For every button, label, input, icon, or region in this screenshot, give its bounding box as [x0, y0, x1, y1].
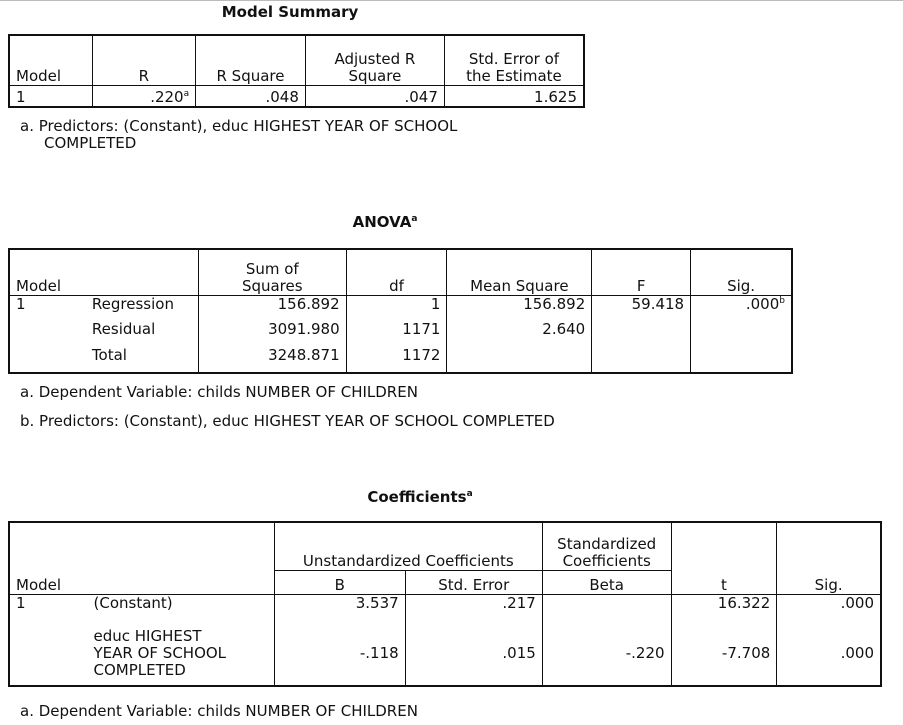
ms-cell-std-error: 1.625	[444, 85, 584, 107]
anova-header-sig: Sig.	[691, 249, 792, 295]
anova-row-label: Total	[86, 347, 198, 373]
coef-header-unstandardized: Unstandardized Coefficients	[274, 522, 542, 570]
coef-cell-model: 1	[9, 594, 88, 622]
coef-cell-std-error: .015	[405, 622, 542, 686]
coefficients-footnote: a. Dependent Variable: childs NUMBER OF CHILDREN	[20, 702, 418, 720]
anova-cell-model: 1	[9, 295, 86, 321]
coef-cell-sig: .000	[777, 622, 881, 686]
ms-cell-model: 1	[9, 85, 92, 107]
anova-footnote-a: a. Dependent Variable: childs NUMBER OF CHILDREN	[20, 383, 418, 401]
coef-header-beta: Beta	[542, 570, 671, 594]
anova-header-blank	[86, 249, 198, 295]
anova-footnote-b: b. Predictors: (Constant), educ HIGHEST YEAR OF SCHOOL COMPLETED	[20, 412, 555, 430]
coef-cell-std-error: .217	[405, 594, 542, 622]
anova-cell-f: 59.418	[592, 295, 691, 321]
ms-header-model: Model	[9, 35, 92, 85]
anova-cell-blank	[592, 347, 691, 373]
ms-cell-r-square: .048	[196, 85, 306, 107]
ms-footnote: a. Predictors: (Constant), educ HIGHEST YEAR OF SCHOOL COMPLETED	[20, 117, 458, 152]
coef-cell-t: 16.322	[671, 594, 777, 622]
anova-header-ss: Sum of Squares	[198, 249, 346, 295]
coef-cell-b: 3.537	[274, 594, 405, 622]
anova-cell-ss: 156.892	[198, 295, 346, 321]
coef-header-model: Model	[9, 570, 88, 594]
coef-cell-beta: -.220	[542, 622, 671, 686]
anova-cell-blank	[691, 321, 792, 347]
anova-cell-blank	[592, 321, 691, 347]
coef-cell-t: -7.708	[671, 622, 777, 686]
coef-header-b: B	[274, 570, 405, 594]
anova-cell-blank	[691, 347, 792, 373]
anova-cell-df: 1171	[346, 321, 447, 347]
coef-header-t: t	[671, 570, 777, 594]
coefficients-table	[8, 521, 882, 687]
anova-title: ANOVA$^a$	[352, 213, 418, 231]
anova-cell-ms: 2.640	[447, 321, 592, 347]
coef-row-label: educ HIGHEST YEAR OF SCHOOL COMPLETED	[88, 622, 275, 686]
coef-header-blank	[777, 522, 881, 570]
coef-header-blank	[88, 522, 275, 570]
anova-header-df: df	[346, 249, 447, 295]
anova-header-f: F	[592, 249, 691, 295]
ms-header-adj-r-square: Adjusted R Square	[305, 35, 444, 85]
coef-header-blank	[671, 522, 777, 570]
anova-row-label: Residual	[86, 321, 198, 347]
coefficients-title: Coefficients$^a$	[367, 488, 473, 506]
coef-cell-b: -.118	[274, 622, 405, 686]
ms-cell-adj-r-square: .047	[305, 85, 444, 107]
ms-header-r: R	[92, 35, 196, 85]
coef-cell-beta	[542, 594, 671, 622]
ms-header-r-square: R Square	[196, 35, 306, 85]
coef-header-std-error: Std. Error	[405, 570, 542, 594]
model-summary-title: Model Summary	[221, 3, 359, 21]
coef-header-blank	[88, 570, 275, 594]
anova-cell-ss: 3248.871	[198, 347, 346, 373]
anova-cell-ss: 3091.980	[198, 321, 346, 347]
coef-header-blank	[9, 522, 88, 570]
coef-header-sig: Sig.	[777, 570, 881, 594]
anova-cell-ms: 156.892	[447, 295, 592, 321]
coef-cell-sig: .000	[777, 594, 881, 622]
anova-cell-blank	[9, 321, 86, 347]
coef-cell-blank	[9, 622, 88, 686]
anova-cell-sig: .000$^b$	[691, 295, 792, 321]
anova-cell-df: 1	[346, 295, 447, 321]
ms-cell-r: .220$^a$	[92, 85, 196, 107]
anova-cell-blank	[9, 347, 86, 373]
anova-table	[8, 248, 793, 374]
model-summary-table	[8, 34, 585, 108]
coef-header-standardized: Standardized Coefficients	[542, 522, 671, 570]
anova-header-ms: Mean Square	[447, 249, 592, 295]
coef-row-label: (Constant)	[88, 594, 275, 622]
ms-header-std-error: Std. Error of the Estimate	[444, 35, 584, 85]
anova-cell-df: 1172	[346, 347, 447, 373]
anova-header-model: Model	[9, 249, 86, 295]
anova-cell-blank	[447, 347, 592, 373]
anova-row-label: Regression	[86, 295, 198, 321]
top-divider	[0, 0, 903, 1]
